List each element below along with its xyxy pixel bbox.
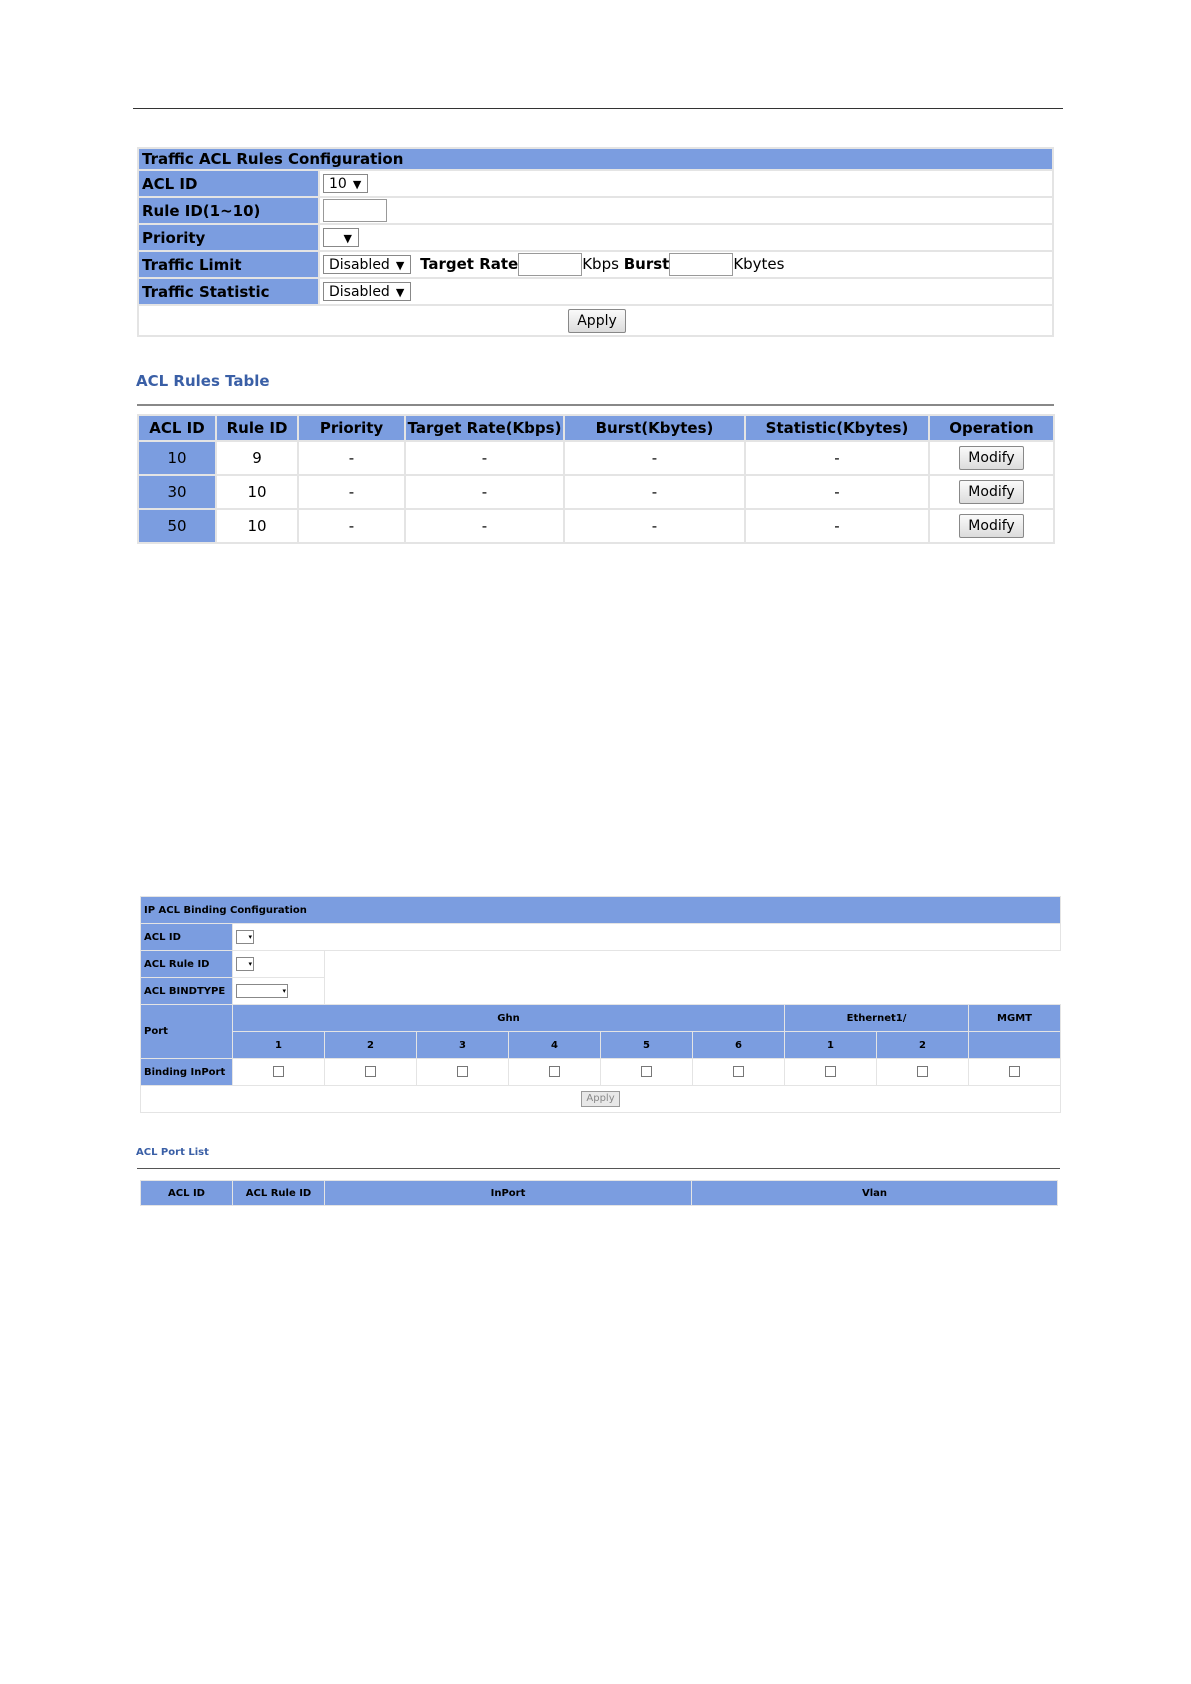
port-checkbox[interactable]	[917, 1066, 928, 1077]
port-checkbox[interactable]	[365, 1066, 376, 1077]
table-row	[138, 441, 1054, 475]
acl-bindtype-label: ACL BINDTYPE	[141, 978, 233, 1005]
acl-id-label: ACL ID	[138, 170, 319, 197]
traffic-limit-label: Traffic Limit	[138, 251, 319, 278]
apply-button[interactable]: Apply	[581, 1091, 619, 1107]
table-cell: -	[405, 509, 564, 543]
column-header: ACL ID	[141, 1181, 233, 1206]
column-header: Statistic(Kbytes)	[745, 415, 929, 441]
port-number: 4	[509, 1032, 601, 1059]
table-cell: -	[298, 509, 405, 543]
apply-button[interactable]: Apply	[568, 309, 626, 333]
burst-input[interactable]	[669, 253, 733, 276]
table-cell: -	[405, 475, 564, 509]
acl-rule-id-label: ACL Rule ID	[141, 951, 233, 978]
traffic-statistic-label: Traffic Statistic	[138, 278, 319, 305]
acl-id-label: ACL ID	[141, 924, 233, 951]
port-checkbox[interactable]	[733, 1066, 744, 1077]
traffic-limit-select[interactable]: Disabled ▼	[323, 255, 411, 274]
port-checkbox[interactable]	[1009, 1066, 1020, 1077]
traffic-statistic-select[interactable]: Disabled ▼	[323, 282, 411, 301]
acl-bindtype-select[interactable]: ▾	[236, 984, 288, 998]
acl-port-list-table	[140, 1180, 1058, 1206]
acl-id-select[interactable]: ▾	[236, 930, 254, 944]
table-cell: -	[745, 475, 929, 509]
port-number: 2	[325, 1032, 417, 1059]
chevron-down-icon: ▼	[343, 232, 352, 245]
port-checkbox[interactable]	[825, 1066, 836, 1077]
burst-label: Burst	[623, 255, 670, 273]
column-header: ACL ID	[138, 415, 216, 441]
binding-inport-label: Binding InPort	[141, 1059, 233, 1086]
rule-id-label: Rule ID(1~10)	[138, 197, 319, 224]
operation-cell	[929, 475, 1054, 509]
modify-button[interactable]: Modify	[959, 480, 1023, 504]
port-checkbox[interactable]	[457, 1066, 468, 1077]
panel-title: Traffic ACL Rules Configuration	[138, 148, 1053, 170]
port-checkbox[interactable]	[273, 1066, 284, 1077]
table-cell: 9	[216, 441, 298, 475]
port-number: 2	[877, 1032, 969, 1059]
column-header: Operation	[929, 415, 1054, 441]
table-cell: -	[564, 509, 745, 543]
rule-id-input[interactable]	[323, 199, 387, 222]
table-cell: -	[564, 475, 745, 509]
table-cell: 50	[138, 509, 216, 543]
table-cell: -	[745, 509, 929, 543]
target-rate-label: Target Rate	[420, 255, 519, 273]
priority-select[interactable]	[323, 228, 359, 247]
table-cell: -	[745, 441, 929, 475]
modify-button[interactable]: Modify	[959, 446, 1023, 470]
ip-acl-binding-table	[140, 896, 1061, 1113]
priority-label: Priority	[138, 224, 319, 251]
kbps-unit: Kbps	[582, 255, 619, 273]
panel-title: IP ACL Binding Configuration	[141, 897, 1061, 924]
table-cell: 10	[216, 475, 298, 509]
section-divider	[137, 1168, 1060, 1169]
rules-table-title: ACL Rules Table	[136, 372, 270, 390]
target-rate-input[interactable]	[518, 253, 582, 276]
kbytes-unit: Kbytes	[733, 255, 785, 273]
operation-cell	[929, 509, 1054, 543]
table-cell: 10	[216, 509, 298, 543]
column-header: Vlan	[692, 1181, 1058, 1206]
column-header: InPort	[325, 1181, 692, 1206]
port-number: 1	[785, 1032, 877, 1059]
acl-rules-table	[137, 414, 1055, 544]
table-row	[138, 475, 1054, 509]
column-header: Priority	[298, 415, 405, 441]
port-label: Port	[141, 1005, 233, 1059]
column-header: Rule ID	[216, 415, 298, 441]
table-cell: -	[405, 441, 564, 475]
column-header: Burst(Kbytes)	[564, 415, 745, 441]
table-cell: -	[564, 441, 745, 475]
acl-rule-id-select[interactable]: ▾	[236, 957, 254, 971]
port-checkbox[interactable]	[641, 1066, 652, 1077]
chevron-down-icon: ▼	[395, 286, 405, 299]
chevron-down-icon: ▼	[395, 259, 405, 272]
port-number: 3	[417, 1032, 509, 1059]
port-number	[969, 1032, 1061, 1059]
table-row	[138, 509, 1054, 543]
page-header-rule	[133, 108, 1063, 109]
acl-id-select[interactable]: 10 ▼	[323, 174, 368, 193]
modify-button[interactable]: Modify	[959, 514, 1023, 538]
column-header: Target Rate(Kbps)	[405, 415, 564, 441]
table-cell: 10	[138, 441, 216, 475]
mgmt-group-header: MGMT	[969, 1005, 1061, 1032]
port-number: 6	[693, 1032, 785, 1059]
table-cell: -	[298, 441, 405, 475]
section-divider	[137, 404, 1054, 406]
port-number: 1	[233, 1032, 325, 1059]
traffic-acl-config-table	[137, 147, 1054, 337]
ghn-group-header: Ghn	[233, 1005, 785, 1032]
port-list-title: ACL Port List	[136, 1147, 209, 1158]
column-header: ACL Rule ID	[233, 1181, 325, 1206]
operation-cell	[929, 441, 1054, 475]
table-cell: 30	[138, 475, 216, 509]
port-checkbox[interactable]	[549, 1066, 560, 1077]
table-cell: -	[298, 475, 405, 509]
port-number: 5	[601, 1032, 693, 1059]
chevron-down-icon: ▼	[352, 178, 362, 191]
ethernet-group-header: Ethernet1/	[785, 1005, 969, 1032]
